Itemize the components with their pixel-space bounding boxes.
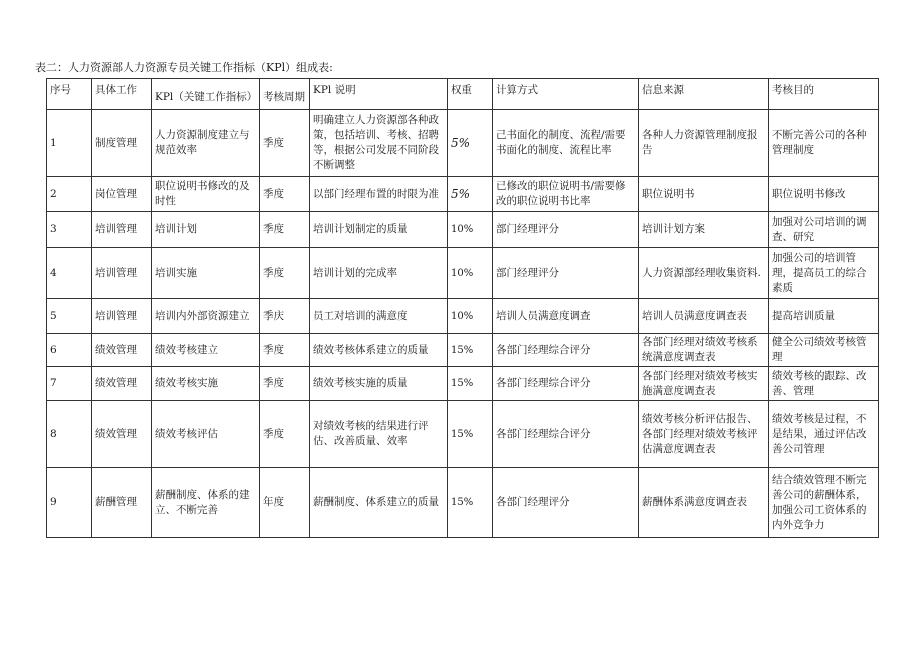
row-number: 8 <box>47 401 92 468</box>
work-cell: 岗位管理 <box>92 177 152 212</box>
period-cell: 季度 <box>260 367 310 401</box>
description-cell: 培训计划制定的质量 <box>310 212 448 248</box>
kpi-cell: 培训计划 <box>152 212 260 248</box>
row-number: 3 <box>47 212 92 248</box>
weight-cell: 10% <box>448 248 493 299</box>
source-cell: 各种人力资源管理制度报告 <box>639 110 769 177</box>
table-row <box>47 367 879 401</box>
table-row <box>47 248 879 299</box>
weight-cell: 5% <box>448 110 493 177</box>
description-cell: 对绩效考核的结果进行评估、改善质量、效率 <box>310 401 448 468</box>
description-cell: 员工对培训的满意度 <box>310 299 448 334</box>
kpi-cell: 薪酬制度、体系的建立、不断完善 <box>152 468 260 538</box>
kpi-cell: 绩效考核评估 <box>152 401 260 468</box>
calculation-cell: 己书面化的制度、流程/需要书面化的制度、流程比率 <box>493 110 639 177</box>
row-number: 1 <box>47 110 92 177</box>
period-cell: 季度 <box>260 401 310 468</box>
row-number: 9 <box>47 468 92 538</box>
header-cell: KPl（关键工作指标） <box>152 79 260 110</box>
calculation-cell: 部门经理评分 <box>493 248 639 299</box>
source-cell: 各部门经理对绩效考核系统满意度调查表 <box>639 334 769 367</box>
description-cell: 绩效考核实施的质量 <box>310 367 448 401</box>
header-cell: 考核周期 <box>260 79 310 110</box>
period-cell: 年度 <box>260 468 310 538</box>
work-cell: 培训管理 <box>92 212 152 248</box>
period-cell: 季度 <box>260 212 310 248</box>
header-cell: 信息来源 <box>639 79 769 110</box>
kpi-cell: 培训内外部资源建立 <box>152 299 260 334</box>
header-cell: 权重 <box>448 79 493 110</box>
work-cell: 制度管理 <box>92 110 152 177</box>
row-number: 4 <box>47 248 92 299</box>
weight-cell: 10% <box>448 299 493 334</box>
header-cell: 考核目的 <box>769 79 879 110</box>
calculation-cell: 各部门经理综合评分 <box>493 334 639 367</box>
source-cell: 培训计划方案 <box>639 212 769 248</box>
purpose-cell: 健全公司绩效考核管理 <box>769 334 879 367</box>
purpose-cell: 不断完善公司的各种管理制度 <box>769 110 879 177</box>
work-cell: 绩效管理 <box>92 334 152 367</box>
weight-cell: 5% <box>448 177 493 212</box>
period-cell: 季度 <box>260 334 310 367</box>
source-cell: 人力资源部经理收集资料. <box>639 248 769 299</box>
purpose-cell: 加强对公司培训的调查、研究 <box>769 212 879 248</box>
row-number: 6 <box>47 334 92 367</box>
kpi-cell: 培训实施 <box>152 248 260 299</box>
period-cell: 季度 <box>260 177 310 212</box>
calculation-cell: 已修改的职位说明书/需要修改的职位说明书比率 <box>493 177 639 212</box>
period-cell: 季度 <box>260 248 310 299</box>
description-cell: 薪酬制度、体系建立的质量 <box>310 468 448 538</box>
purpose-cell: 绩效考核的跟踪、改善、管理 <box>769 367 879 401</box>
period-cell: 季度 <box>260 110 310 177</box>
weight-cell: 15% <box>448 468 493 538</box>
header-cell: 计算方式 <box>493 79 639 110</box>
weight-cell: 15% <box>448 334 493 367</box>
work-cell: 薪酬管理 <box>92 468 152 538</box>
work-cell: 培训管理 <box>92 248 152 299</box>
row-number: 7 <box>47 367 92 401</box>
table-row <box>47 177 879 212</box>
purpose-cell: 绩效考核是过程，不是结果，通过评估改善公司管理 <box>769 401 879 468</box>
table-row <box>47 401 879 468</box>
work-cell: 绩效管理 <box>92 401 152 468</box>
description-cell: 绩效考核体系建立的质量 <box>310 334 448 367</box>
calculation-cell: 部门经理评分 <box>493 212 639 248</box>
purpose-cell: 结合绩效管理不断完善公司的薪酬体系，加强公司工资体系的内外竞争力 <box>769 468 879 538</box>
weight-cell: 15% <box>448 367 493 401</box>
calculation-cell: 各部门经理综合评分 <box>493 401 639 468</box>
header-row <box>47 79 879 110</box>
source-cell: 各部门经理对绩效考核实施满意度调查表 <box>639 367 769 401</box>
kpi-cell: 绩效考核建立 <box>152 334 260 367</box>
source-cell: 薪酬体系满意度调查表 <box>639 468 769 538</box>
kpi-cell: 职位说明书修改的及时性 <box>152 177 260 212</box>
table-row <box>47 212 879 248</box>
calculation-cell: 培训人员满意度调查 <box>493 299 639 334</box>
period-cell: 季庆 <box>260 299 310 334</box>
description-cell: 培训计划的完成率 <box>310 248 448 299</box>
kpi-table <box>46 78 879 538</box>
table-row <box>47 468 879 538</box>
purpose-cell: 提高培训质量 <box>769 299 879 334</box>
weight-cell: 10% <box>448 212 493 248</box>
calculation-cell: 各部门经理评分 <box>493 468 639 538</box>
row-number: 5 <box>47 299 92 334</box>
description-cell: 以部门经理布置的时限为准 <box>310 177 448 212</box>
header-cell: 具体工作 <box>92 79 152 110</box>
weight-cell: 15% <box>448 401 493 468</box>
purpose-cell: 加强公司的培训管理，提高员工的综合素质 <box>769 248 879 299</box>
work-cell: 培训管理 <box>92 299 152 334</box>
header-cell: KPl 说明 <box>310 79 448 110</box>
table-caption: 表二：人力资源部人力资源专员关键工作指标（KPl）组成表: <box>35 61 333 74</box>
work-cell: 绩效管理 <box>92 367 152 401</box>
table-row <box>47 299 879 334</box>
row-number: 2 <box>47 177 92 212</box>
source-cell: 职位说明书 <box>639 177 769 212</box>
table-row <box>47 110 879 177</box>
kpi-cell: 绩效考核实施 <box>152 367 260 401</box>
header-cell: 序号 <box>47 79 92 110</box>
table-row <box>47 334 879 367</box>
purpose-cell: 职位说明书修改 <box>769 177 879 212</box>
kpi-cell: 人力资源制度建立与规范效率 <box>152 110 260 177</box>
source-cell: 绩效考核分析评估报告、各部门经理对绩效考核评估满意度调查表 <box>639 401 769 468</box>
source-cell: 培训人员满意度调查表 <box>639 299 769 334</box>
calculation-cell: 各部门经理综合评分 <box>493 367 639 401</box>
description-cell: 明确建立人力资源部各种政策，包括培训、考核、招聘等，根据公司发展不同阶段不断调整 <box>310 110 448 177</box>
